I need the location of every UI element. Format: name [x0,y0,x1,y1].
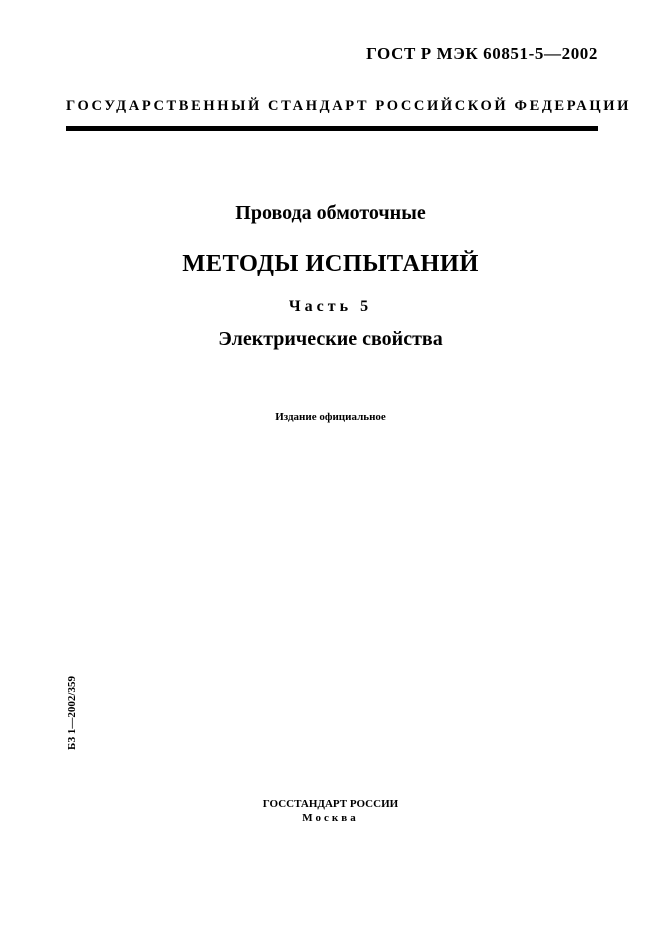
title-part-name: Электрические свойства [218,328,443,350]
title-main: МЕТОДЫ ИСПЫТАНИЙ [182,250,479,277]
publisher-city: Москва [302,812,359,824]
edition-note: Издание официальное [275,411,386,423]
title-subject: Провода обмоточные [235,202,426,224]
publisher-name: ГОССТАНДАРТ РОССИИ [262,798,399,810]
header-divider [66,126,598,131]
state-standard-heading: ГОСУДАРСТВЕННЫЙ СТАНДАРТ РОССИЙСКОЙ ФЕДЕРАЦИИ [66,98,632,114]
side-catalog-code: БЗ 1—2002/359 [66,676,78,750]
title-part: Часть 5 [288,298,373,315]
document-number: ГОСТ Р МЭК 60851-5—2002 [366,44,598,63]
